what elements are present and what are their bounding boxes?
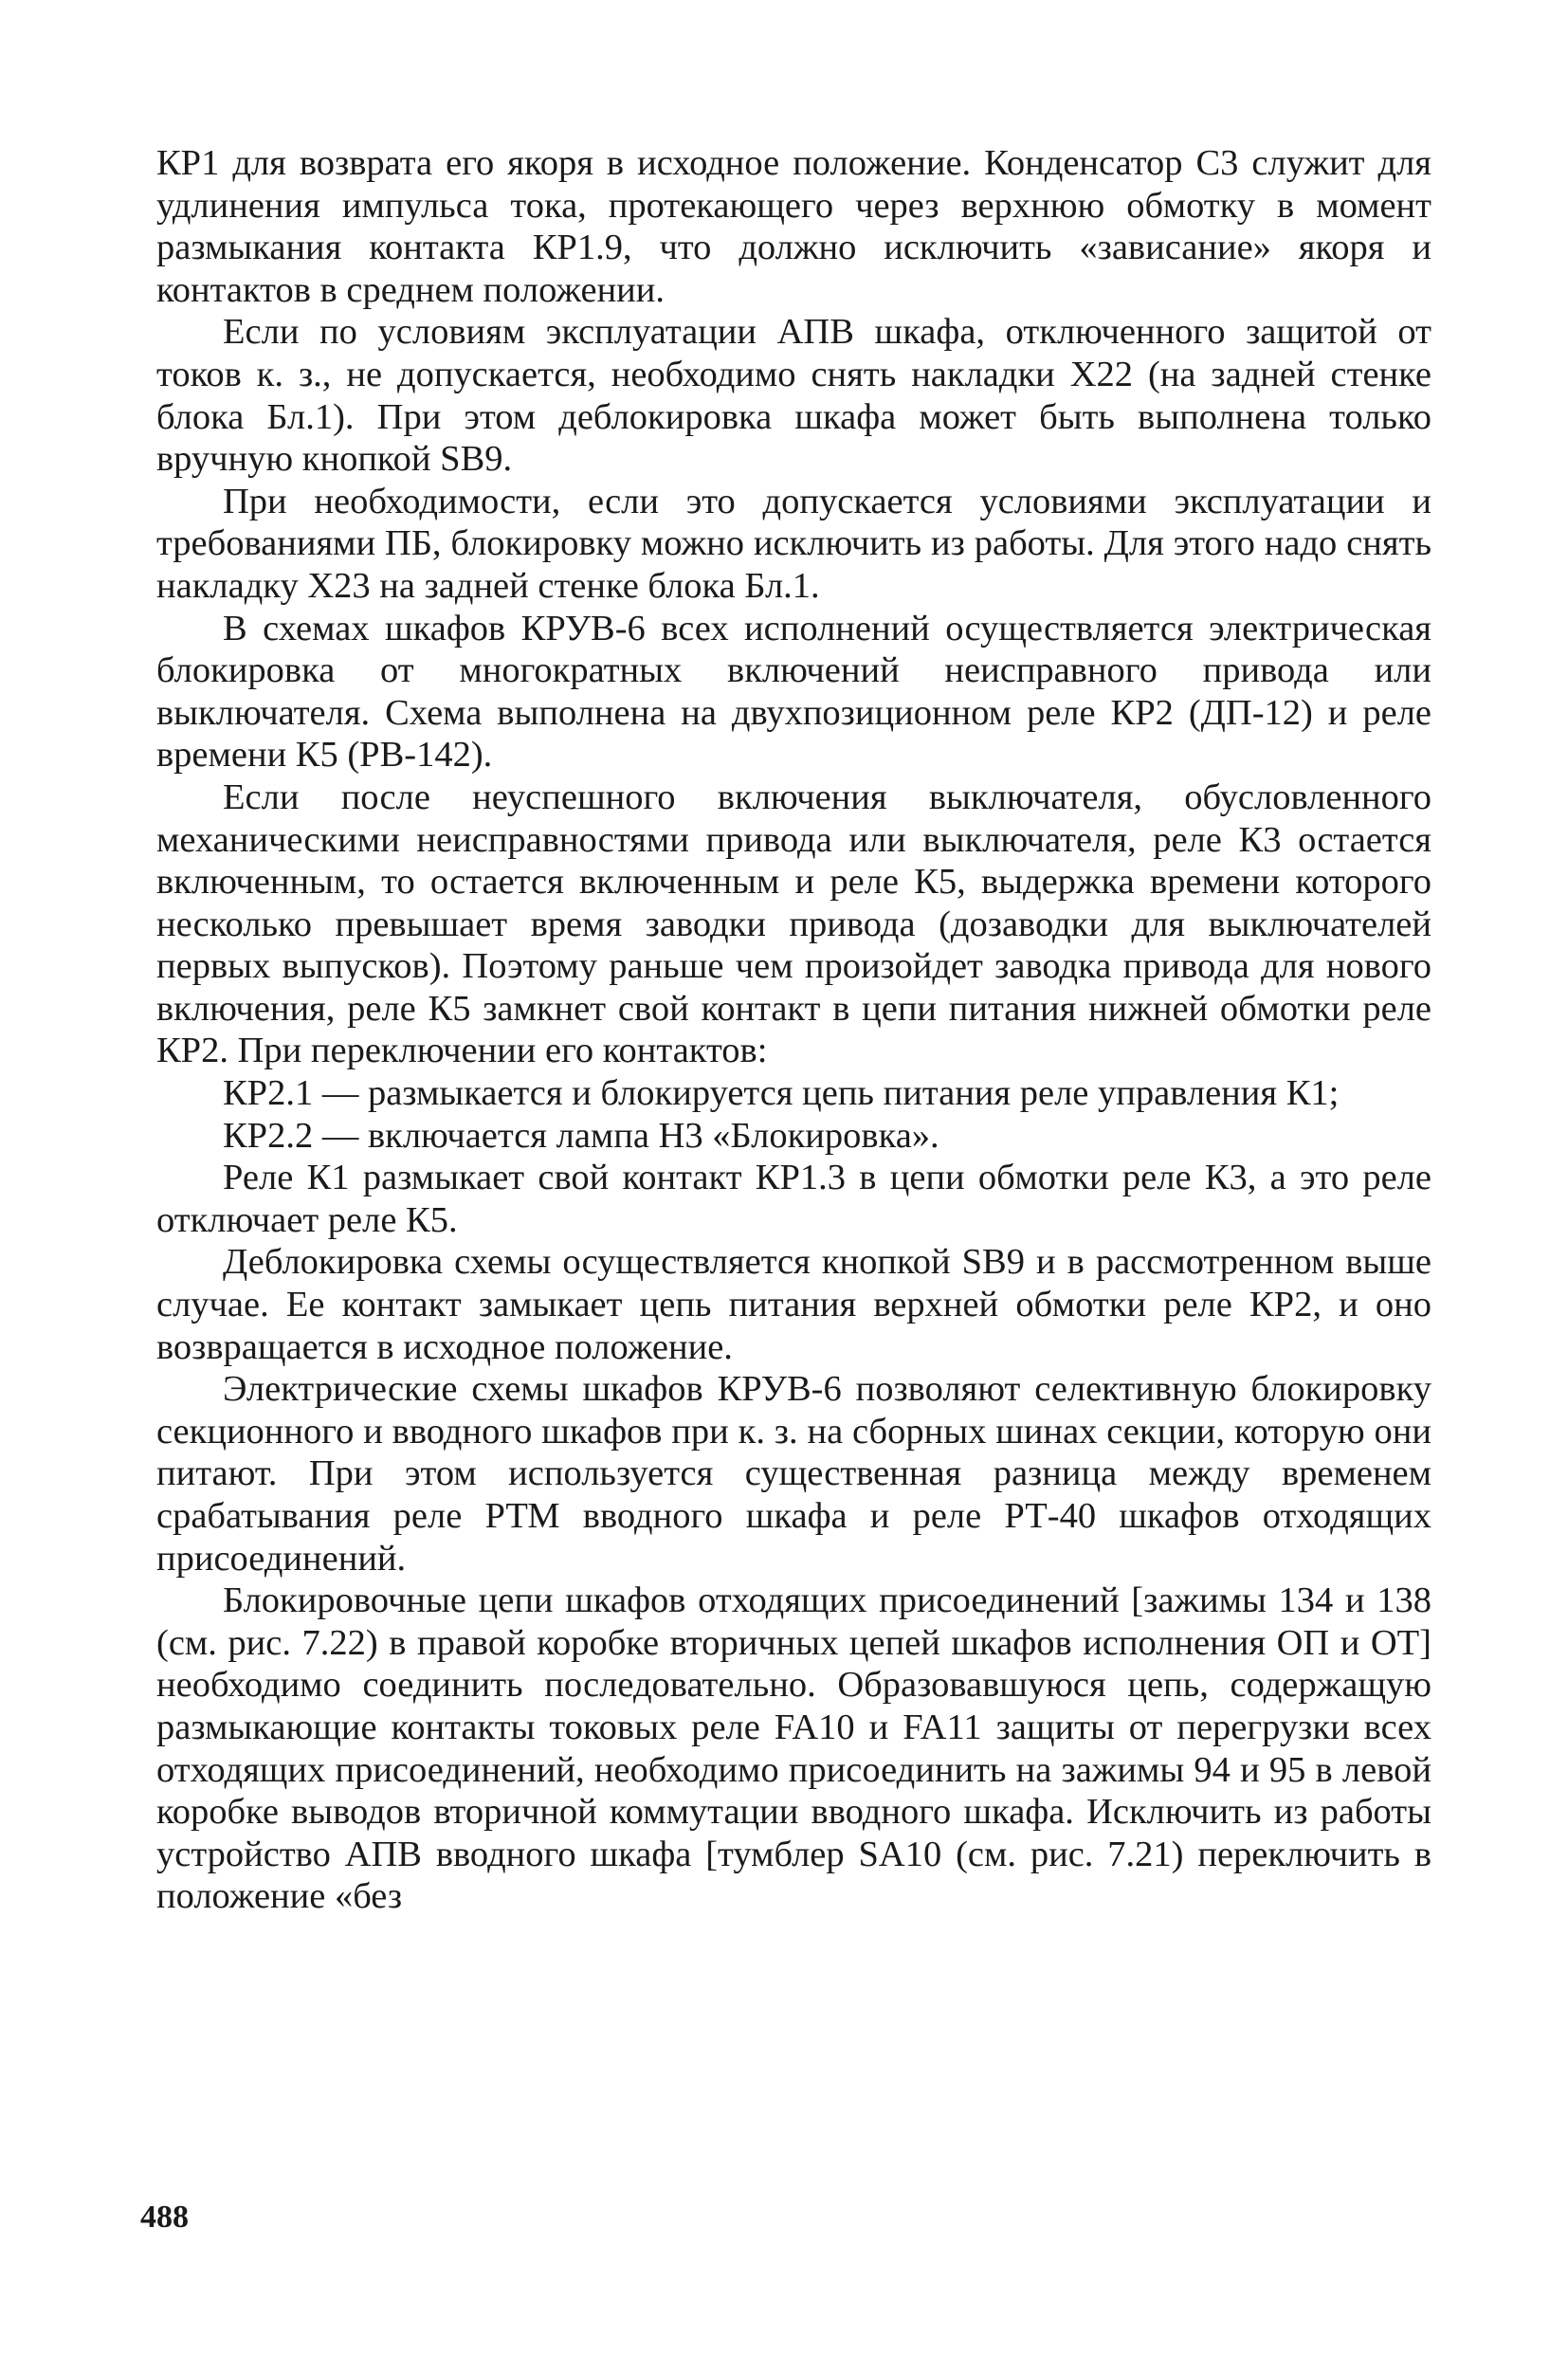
paragraph: Деблокировка схемы осуществляется кнопкой SB9 и в рассмотренном выше случае. Ее контакт замыкает цепь питания верхней обмотки реле КР2, и оно возвращается в исходное положение.: [156, 1242, 1431, 1367]
paragraph: Если по условиям эксплуатации АПВ шкафа, отключенного защитой от токов к. з., не допускается, необходимо снять накладки Х22 (на задней стенке блока Бл.1). При этом деблокировка шкафа может быть выполнена только вручную кнопкой SB9.: [156, 312, 1431, 480]
page-number: 488: [140, 2200, 189, 2235]
paragraph: КР2.2 — включается лампа Н3 «Блокировка».: [223, 1115, 939, 1156]
paragraph: В схемах шкафов КРУВ-6 всех исполнений осуществляется электрическая блокировка от многократных включений неисправного привода или выключателя. Схема выполнена на двухпозиционном реле КР2 (ДП-12) и реле времени К5 (РВ-142).: [156, 608, 1431, 776]
paragraph: Электрические схемы шкафов КРУВ-6 позволяют селективную блокировку секционного и вводного шкафов при к. з. на сборных шинах секции, которую они питают. При этом используется существенная разница между временем срабатывания реле РТМ вводного шкафа и реле РТ-40 шкафов отходящих присоединений.: [156, 1369, 1431, 1579]
paragraph: Блокировочные цепи шкафов отходящих присоединений [зажимы 134 и 138 (см. рис. 7.22) в правой коробке вторичных цепей шкафов исполнения ОП и ОТ] необходимо соединить последовательно. Образовавшуюся цепь, содержащую размыкающие контакты токовых реле FA10 и FA11 защиты от перегрузки всех отходящих присоединений, необходимо присоединить на зажимы 94 и 95 в левой коробке выводов вторичной коммутации вводного шкафа. Исключить из работы устройство АПВ вводного шкафа [тумблер SA10 (см. рис. 7.21) переключить в положение «без: [156, 1580, 1431, 1917]
paragraph: Если после неуспешного включения выключателя, обусловленного механическими неисправностями привода или выключателя, реле К3 остается включенным, то остается включенным и реле К5, выдержка времени которого несколько превышает время заводки привода (дозаводки для выключателей первых выпусков). Поэтому раньше чем произойдет заводка привода для нового включения, реле К5 замкнет свой контакт в цепи питания нижней обмотки реле КР2. При переключении его контактов:: [156, 776, 1431, 1071]
paragraph: При необходимости, если это допускается условиями эксплуатации и требованиями ПБ, блокировку можно исключить из работы. Для этого надо снять накладку Х23 на задней стенке блока Бл.1.: [156, 481, 1431, 606]
paragraph: КР1 для возврата его якоря в исходное положение. Конденсатор С3 служит для удлинения импульса тока, протекающего через верхнюю обмотку в момент размыкания контакта КР1.9, что должно исключить «зависание» якоря и контактов в среднем положении.: [156, 143, 1431, 310]
paragraph: Реле К1 размыкает свой контакт КР1.3 в цепи обмотки реле К3, а это реле отключает реле К5.: [156, 1158, 1431, 1240]
paragraph: КР2.1 — размыкается и блокируется цепь питания реле управления К1;: [223, 1073, 1340, 1114]
page-text: [156, 142, 1431, 1918]
